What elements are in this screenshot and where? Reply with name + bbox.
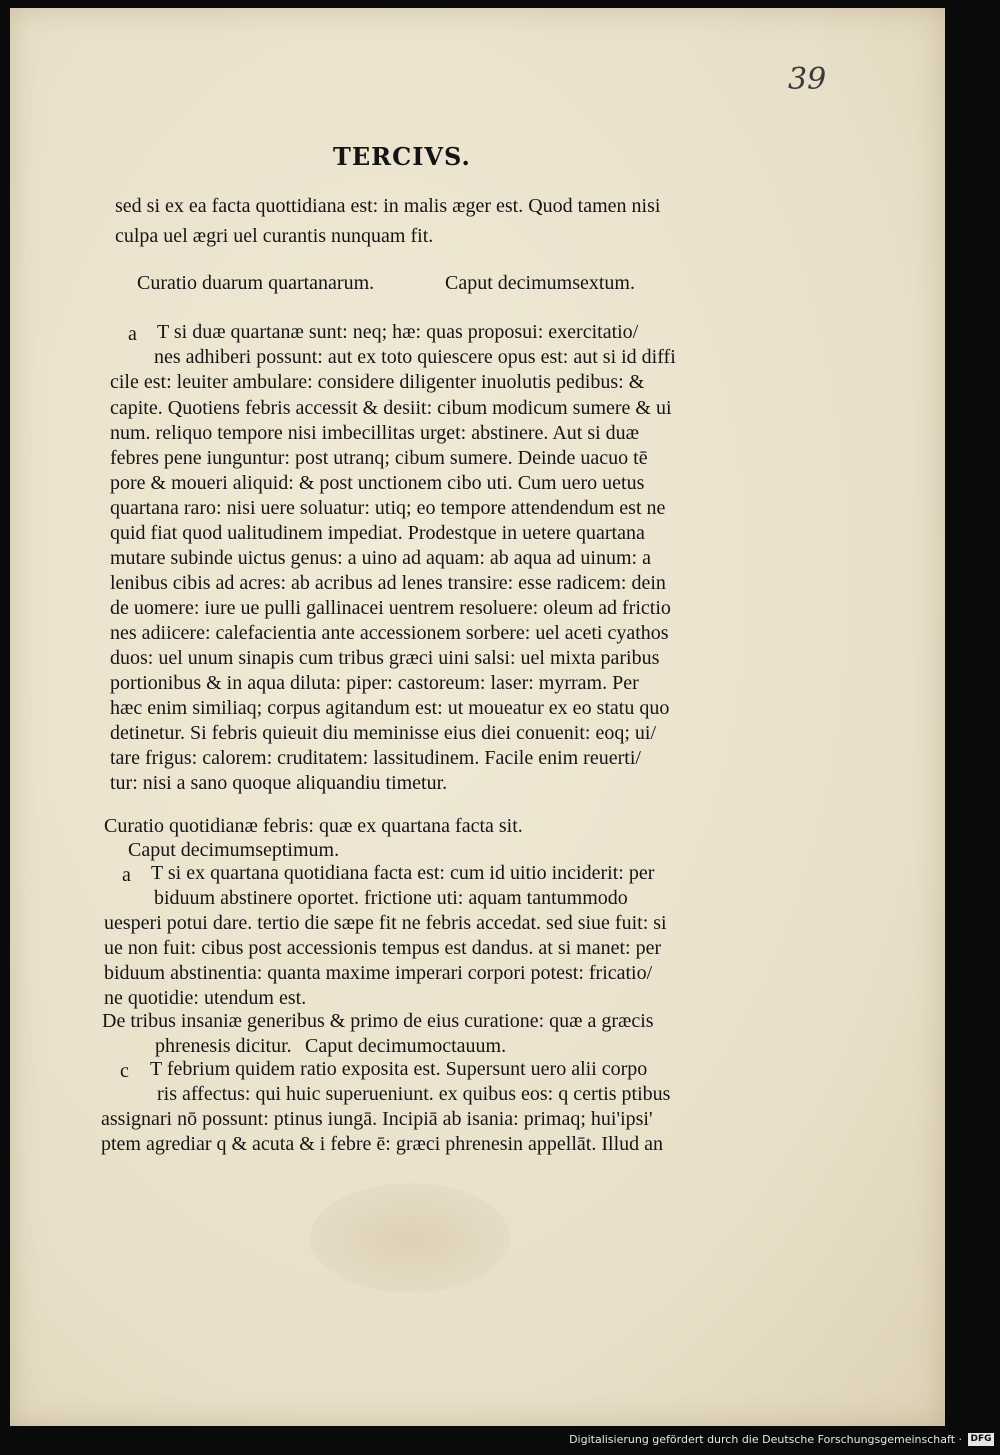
chapter-title: De tribus insaniæ generibus & primo de eius curatione: quæ a græcis	[102, 1010, 654, 1032]
text-line: lenibus cibis ad acres: ab acribus ad lenes transire: esse radicem: dein	[110, 572, 666, 594]
paper-stain	[310, 1183, 510, 1293]
text-line: quartana raro: nisi uere soluatur: utiq; eo tempore attendendum est ne	[110, 497, 666, 519]
text-line: biduum abstinere oportet. frictione uti: aquam tantummodo	[154, 887, 628, 909]
text-line: assignari nō possunt: ptinus iungā. Incipiā ab isania: primaq; hui'ipsi'	[101, 1108, 653, 1130]
chapter-number: Caput decimumsextum.	[445, 272, 635, 294]
margin-marker: c	[120, 1060, 129, 1082]
text-line: pore & moueri aliquid: & post unctionem cibo uti. Cum uero uetus	[110, 472, 645, 494]
digitization-footer	[0, 1427, 1000, 1455]
margin-marker: a	[128, 323, 137, 345]
text-line: ptem agrediar q & acuta & i febre ē: græci phrenesin appellāt. Illud an	[101, 1133, 664, 1155]
text-line: T febrium quidem ratio exposita est. Supersunt uero alii corpo	[150, 1058, 648, 1080]
chapter-title: Curatio duarum quartanarum.	[137, 272, 375, 294]
text-line: capite. Quotiens febris accessit & desiit: cibum modicum sumere & ui	[110, 397, 672, 419]
running-head: TERCIVS.	[333, 142, 471, 171]
chapter-number: Caput decimumseptimum.	[128, 839, 340, 861]
text-line: portionibus & in aqua diluta: piper: castoreum: laser: myrram. Per	[110, 672, 639, 694]
text-line: febres pene iunguntur: post utranq; cibum sumere. Deinde uacuo tē	[110, 447, 648, 469]
text-line: nes adiicere: calefacientia ante accessionem sorbere: uel aceti cyathos	[110, 622, 669, 644]
text-line: tur: nisi a sano quoque aliquandiu timetur.	[110, 772, 448, 794]
text-line: T si ex quartana quotidiana facta est: cum id uitio inciderit: per	[151, 862, 655, 884]
margin-marker: a	[122, 864, 131, 886]
folio-number: 39	[788, 62, 827, 97]
text-line: detinetur. Si febris quieuit diu meminisse eius diei conuenit: eoq; ui/	[110, 722, 657, 744]
chapter-number: Caput decimumoctauum.	[305, 1035, 507, 1057]
text-line: tare frigus: calorem: cruditatem: lassitudinem. Facile enim reuerti/	[110, 747, 641, 769]
text-line: cile est: leuiter ambulare: considere diligenter inuolutis pedibus: &	[110, 371, 645, 393]
text-line: biduum abstinentia: quanta maxime imperari corpori potest: fricatio/	[104, 962, 653, 984]
text-line: uesperi potui dare. tertio die sæpe fit ne febris accedat. sed siue fuit: si	[104, 912, 667, 934]
footer-credit: Digitalisierung gefördert durch die Deutsche Forschungsgemeinschaft ·	[569, 1433, 962, 1446]
text-line: ue non fuit: cibus post accessionis tempus est dandus. at si manet: per	[104, 937, 662, 959]
text-line: duos: uel unum sinapis cum tribus græci uini salsi: uel mixta paribus	[110, 647, 660, 669]
text-line: ne quotidie: utendum est.	[104, 987, 307, 1009]
chapter-title: Curatio quotidianæ febris: quæ ex quartana facta sit.	[104, 815, 523, 837]
chapter-title-continued: phrenesis dicitur.	[155, 1035, 292, 1057]
text-line: de uomere: iure ue pulli gallinacei uentrem resoluere: oleum ad frictio	[110, 597, 671, 619]
text-line: nes adhiberi possunt: aut ex toto quiescere opus est: aut si id diffi	[154, 346, 676, 368]
text-line: sed si ex ea facta quottidiana est: in malis æger est. Quod tamen nisi	[115, 195, 661, 217]
text-line: culpa uel ægri uel curantis nunquam fit.	[115, 225, 434, 247]
text-line: num. reliquo tempore nisi imbecillitas urget: abstinere. Aut si duæ	[110, 422, 639, 444]
text-line: mutare subinde uictus genus: a uino ad aquam: ab aqua ad uinum: a	[110, 547, 651, 569]
text-line: T si duæ quartanæ sunt: neq; hæ: quas proposui: exercitatio/	[157, 321, 639, 343]
text-line: quid fiat quod ualitudinem impediat. Prodestque in uetere quartana	[110, 522, 645, 544]
text-line: hæc enim similiaq; corpus agitandum est: ut moueatur ex eo statu quo	[110, 697, 670, 719]
text-line: ris affectus: qui huic superueniunt. ex quibus eos: q certis ptibus	[157, 1083, 671, 1105]
dfg-logo: DFG	[968, 1433, 994, 1446]
